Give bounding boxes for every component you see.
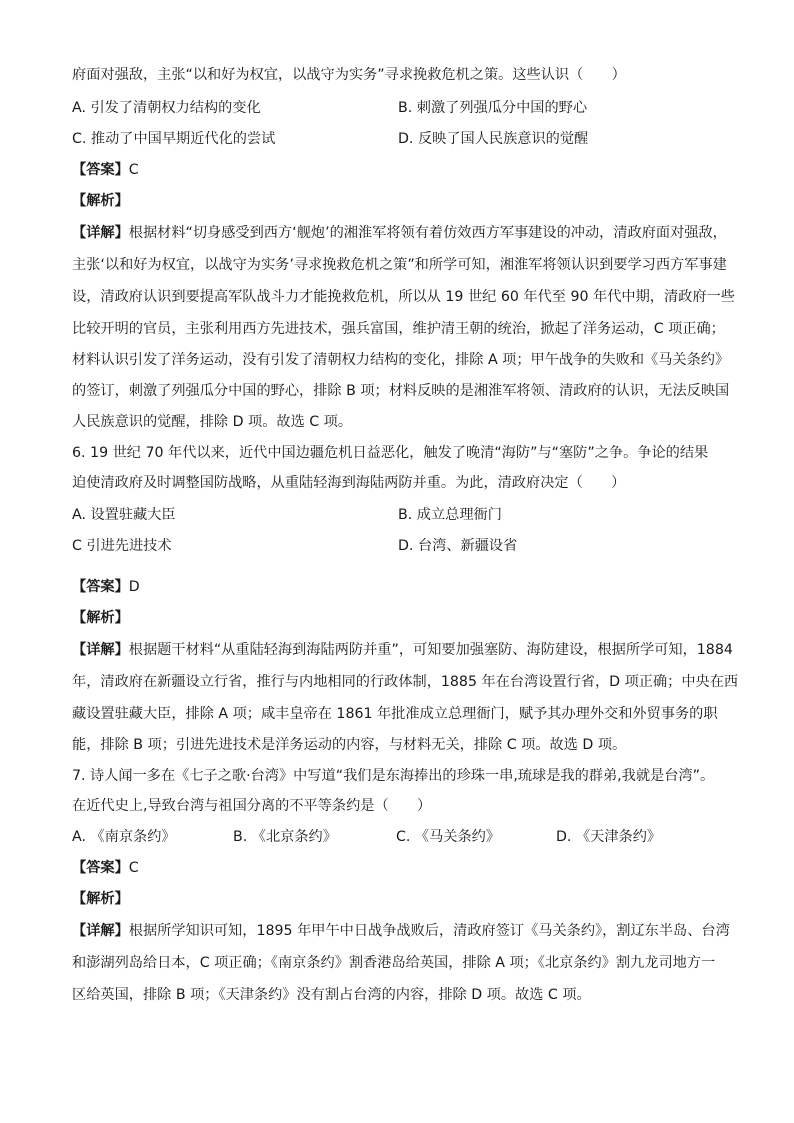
q7-answer xyxy=(72,858,732,878)
q7-analysis-tag: 【解析】 xyxy=(72,891,129,907)
q7-option-b: B. 《北京条约》 xyxy=(233,829,337,845)
q5-detail-line: 主张‘以和好为权宜，以战守为实务’寻求挽救危机之策”和所学可知，湘淮军将领认识到要学习西方军事建 xyxy=(72,257,727,273)
q6-stem: 6. 19 世纪 70 年代以来，近代中国边疆危机日益恶化，触发了晚清“海防”与“塞防”之争。争论的结果 xyxy=(72,445,709,461)
q6-detail-line: 【详解】根据题干材料“从重陆轻海到海陆两防并重”，可知要加强塞防、海防建设，根据所学可知，1884 xyxy=(72,642,733,658)
q5-stem: 府面对强敌，主张“以和好为权宜，以战守为实务”寻求挽救危机之策。这些认识（ ） xyxy=(72,67,626,83)
detail-tag: 【详解】 xyxy=(72,225,129,241)
answer-value: C xyxy=(128,162,139,178)
answer-value: D xyxy=(128,579,140,595)
q6-analysis-tag: 【解析】 xyxy=(72,610,129,626)
q5-detail-line: 比较开明的官员，主张利用西方先进技术，强兵富国，维护清王朝的统治，掀起了洋务运动，C 项正确； xyxy=(72,321,725,337)
q5-detail-line: 的签订，刺激了列强瓜分中国的野心，排除 B 项；材料反映的是湘淮军将领、清政府的认识，无法反映国 xyxy=(72,383,730,399)
q5-option-a: A. 引发了清朝权力结构的变化 xyxy=(72,100,261,116)
q5-option-c: C. 推动了中国早期近代化的尝试 xyxy=(72,131,276,147)
q5-option-d: D. 反映了国人民族意识的觉醒 xyxy=(398,131,589,147)
q6-detail-line: 能，排除 B 项；引进先进技术是洋务运动的内容，与材料无关，排除 C 项。故选 D 项。 xyxy=(72,737,627,753)
answer-tag: 【答案】 xyxy=(72,860,129,876)
q5-analysis-tag: 【解析】 xyxy=(72,193,129,209)
answer-value: C xyxy=(128,860,139,876)
q5-detail-line: 材料认识引发了洋务运动，没有引发了清朝权力结构的变化，排除 A 项；甲午战争的失败和《马关条约》 xyxy=(72,352,730,368)
q7-option-c: C. 《马关条约》 xyxy=(396,829,501,845)
detail-tag: 【详解】 xyxy=(72,923,129,939)
q6-option-a: A. 设置驻藏大臣 xyxy=(72,507,176,523)
q6-answer xyxy=(72,577,732,597)
q6-detail-line: 藏设置驻藏大臣，排除 A 项；咸丰皇帝在 1861 年批准成立总理衙门，赋予其办理外交和外贸事务的职 xyxy=(72,706,718,722)
q7-stem: 7. 诗人闻一多在《七子之歌·台湾》中写道“我们是东海捧出的珍珠一串,琉球是我的群弟,我就是台湾”。 xyxy=(72,768,715,784)
q6-option-d: D. 台湾、新疆设省 xyxy=(398,538,518,554)
q6-option-b: B. 成立总理衙门 xyxy=(398,507,502,523)
answer-tag: 【答案】 xyxy=(72,579,129,595)
detail-tag: 【详解】 xyxy=(72,642,129,658)
q7-option-a: A. 《南京条约》 xyxy=(72,829,176,845)
q5-detail-line: 设，清政府认识到要提高军队战斗力才能挽救危机，所以从 19 世纪 60 年代至 90 年代中期，清政府一些 xyxy=(72,289,735,305)
q7-detail-line: 和澎湖列岛给日本，C 项正确；《南京条约》割香港岛给英国，排除 A 项；《北京条约》割九龙司地方一 xyxy=(72,955,716,971)
q7-option-d: D. 《天津条约》 xyxy=(556,829,662,845)
q6-stem: 迫使清政府及时调整国防战略，从重陆轻海到海陆两防并重。为此，清政府决定（ ） xyxy=(72,475,626,491)
q5-detail-line: 【详解】根据材料“切身感受到西方‘舰炮’的湘淮军将领有着仿效西方军事建设的冲动，清政府面对强敌， xyxy=(72,225,727,241)
q7-detail-line: 区给英国，排除 B 项；《天津条约》没有割占台湾的内容，排除 D 项。故选 C 项。 xyxy=(72,987,591,1003)
q7-stem: 在近代史上,导致台湾与祖国分离的不平等条约是（ ） xyxy=(72,798,432,814)
q5-answer xyxy=(72,160,732,180)
q7-detail-line: 【详解】根据所学知识可知，1895 年甲午中日战争战败后，清政府签订《马关条约》，割辽东半岛、台湾 xyxy=(72,923,730,939)
q6-detail-line: 年，清政府在新疆设立行省，推行与内地相同的行政体制，1885 年在台湾设置行省，D 项正确；中央在西 xyxy=(72,674,739,690)
q5-option-b: B. 刺激了列强瓜分中国的野心 xyxy=(398,100,588,116)
q5-detail-line: 人民族意识的觉醒，排除 D 项。故选 C 项。 xyxy=(72,414,353,430)
q6-option-c: C 引进先进技术 xyxy=(72,538,172,554)
answer-tag: 【答案】 xyxy=(72,162,129,178)
